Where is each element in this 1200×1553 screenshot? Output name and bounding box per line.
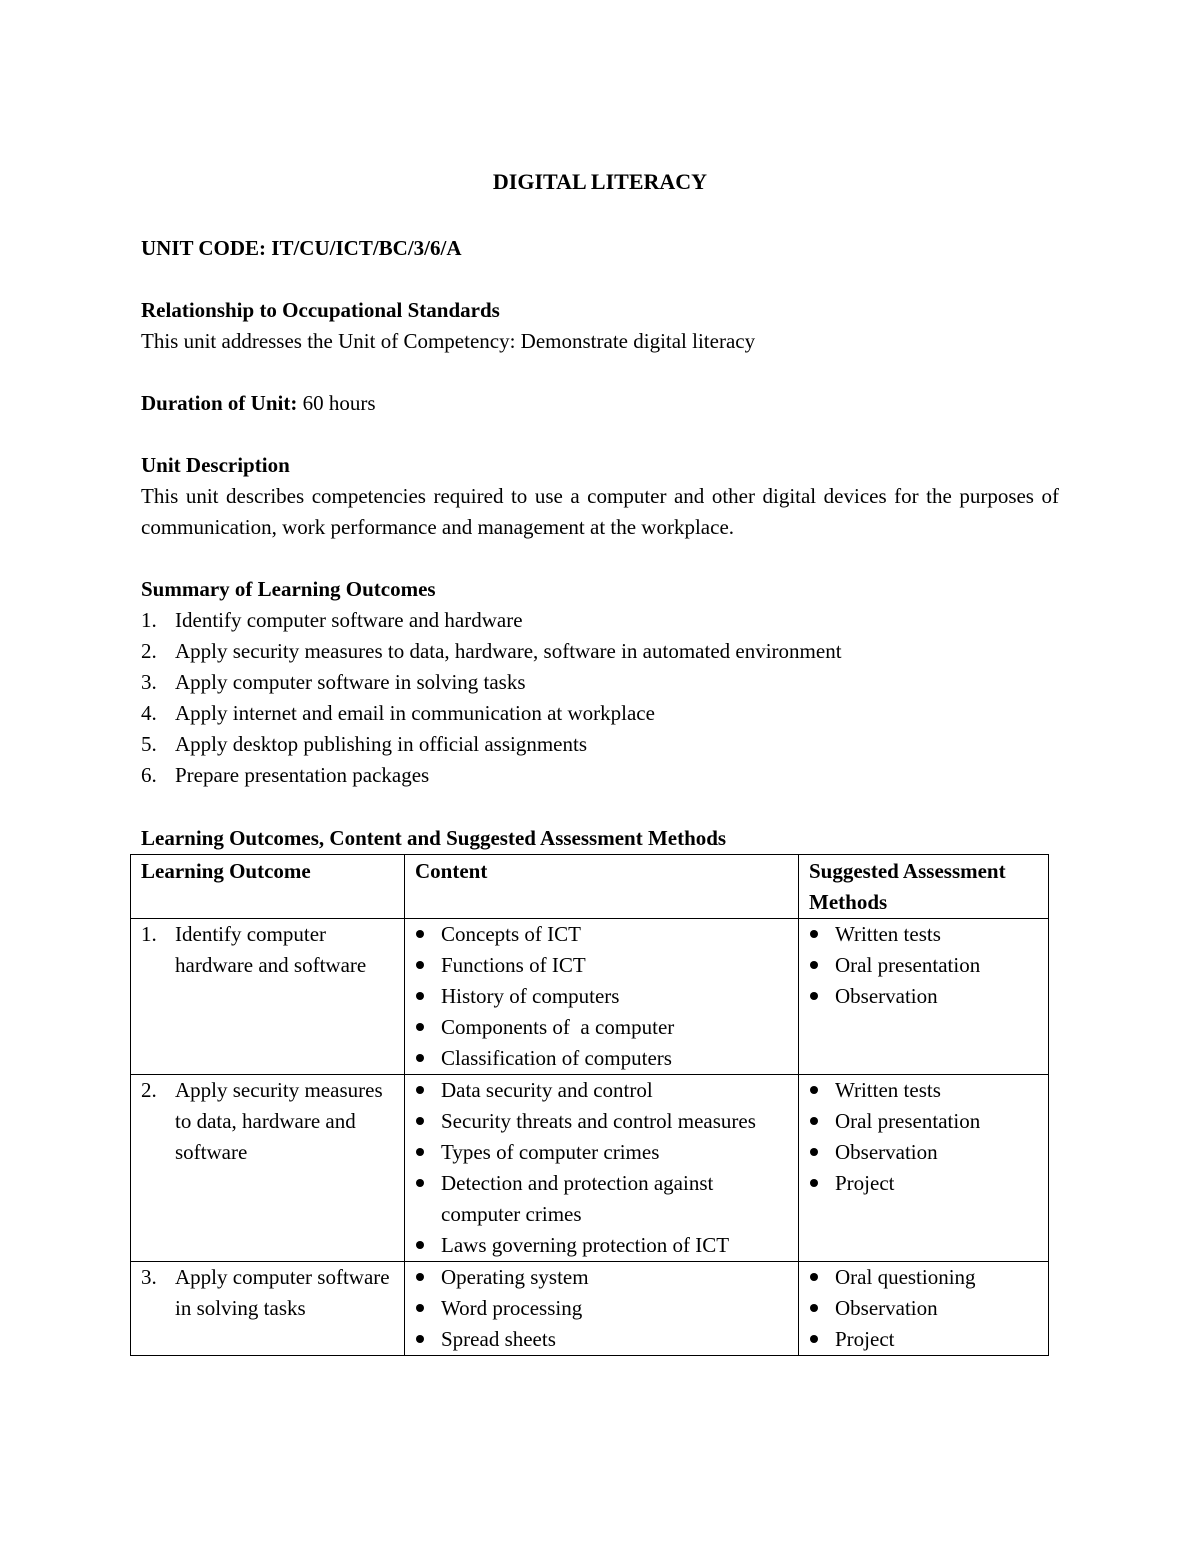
list-item [415, 950, 790, 981]
list-item [809, 1262, 1040, 1293]
list-number: 6. [141, 763, 157, 787]
list-item [141, 636, 1059, 667]
list-text: Apply security measures to data, hardware, software in automated environment [175, 639, 842, 663]
bullet-icon [416, 992, 424, 1000]
list-item [415, 919, 790, 950]
method-text: Written tests [835, 922, 941, 946]
bullet-icon [810, 1273, 818, 1281]
bullet-icon [810, 992, 818, 1000]
list-item [415, 1137, 790, 1168]
bullet-icon [810, 1117, 818, 1125]
outcome-text: Apply computer software in solving tasks [175, 1265, 390, 1320]
list-number: 1. [141, 608, 157, 632]
list-item [809, 1106, 1040, 1137]
method-text: Observation [835, 1140, 938, 1164]
outcome-number: 3. [141, 1265, 157, 1289]
bullet-icon [416, 1179, 424, 1187]
bullet-icon [810, 1086, 818, 1094]
content-text: History of computers [441, 984, 620, 1008]
content-text: Classification of computers [441, 1046, 672, 1070]
outcome-cell [131, 919, 405, 1075]
methods-cell [799, 1075, 1049, 1262]
summary-list [141, 605, 1059, 791]
outcome-text: Identify computer hardware and software [175, 922, 367, 977]
bullet-icon [810, 1179, 818, 1187]
list-item [809, 1168, 1040, 1199]
list-text: Apply desktop publishing in official assignments [175, 732, 588, 756]
method-text: Project [835, 1171, 895, 1195]
duration-line [141, 388, 1059, 419]
outcome-cell [131, 1075, 405, 1262]
method-text: Project [835, 1327, 895, 1351]
outcome-cell [131, 1262, 405, 1356]
table-heading: Learning Outcomes, Content and Suggested Assessment Methods [141, 826, 727, 850]
method-text: Oral presentation [835, 953, 981, 977]
list-item [809, 950, 1040, 981]
list-text: Apply computer software in solving tasks [175, 670, 526, 694]
content-cell [405, 1075, 799, 1262]
bullet-icon [416, 1335, 424, 1343]
column-header: Content [405, 855, 799, 919]
content-text: Functions of ICT [441, 953, 586, 977]
column-header: Suggested Assessment Methods [799, 855, 1049, 919]
list-item [809, 981, 1040, 1012]
list-item [141, 698, 1059, 729]
method-text: Oral presentation [835, 1109, 981, 1133]
list-number: 4. [141, 701, 157, 725]
column-header: Learning Outcome [131, 855, 405, 919]
list-number: 2. [141, 639, 157, 663]
method-text: Observation [835, 984, 938, 1008]
list-text: Identify computer software and hardware [175, 608, 523, 632]
list-item [809, 1137, 1040, 1168]
relationship-text: This unit addresses the Unit of Competency: Demonstrate digital literacy [141, 329, 756, 353]
list-item [415, 1043, 790, 1074]
list-item [141, 667, 1059, 698]
list-number: 5. [141, 732, 157, 756]
content-text: Data security and control [441, 1078, 653, 1102]
list-item [415, 981, 790, 1012]
unit-code: UNIT CODE: IT/CU/ICT/BC/3/6/A [141, 236, 462, 260]
bullet-icon [416, 1054, 424, 1062]
list-item [415, 1230, 790, 1261]
list-item [415, 1075, 790, 1106]
bullet-icon [810, 1304, 818, 1312]
duration-value: 60 hours [297, 391, 376, 415]
content-cell [405, 919, 799, 1075]
relationship-heading: Relationship to Occupational Standards [141, 298, 500, 322]
content-text: Security threats and control measures [441, 1109, 756, 1133]
content-text: Components of a computer [441, 1015, 675, 1039]
bullet-icon [416, 1023, 424, 1031]
bullet-icon [810, 1335, 818, 1343]
table-row [131, 1075, 1049, 1262]
bullet-icon [416, 1086, 424, 1094]
content-text: Types of computer crimes [441, 1140, 660, 1164]
content-text: Operating system [441, 1265, 589, 1289]
content-text: Spread sheets [441, 1327, 556, 1351]
list-text: Prepare presentation packages [175, 763, 430, 787]
content-text: Concepts of ICT [441, 922, 581, 946]
bullet-icon [416, 1273, 424, 1281]
bullet-icon [416, 1148, 424, 1156]
list-item [809, 1075, 1040, 1106]
list-item [809, 1293, 1040, 1324]
method-text: Oral questioning [835, 1265, 976, 1289]
list-item [415, 1012, 790, 1043]
methods-cell [799, 919, 1049, 1075]
list-number: 3. [141, 670, 157, 694]
bullet-icon [416, 930, 424, 938]
content-text: Detection and protection against computer crimes [441, 1171, 714, 1226]
list-item [141, 605, 1059, 636]
content-text: Word processing [441, 1296, 583, 1320]
list-item [809, 1324, 1040, 1355]
relationship-section [141, 295, 1059, 357]
list-item [415, 1293, 790, 1324]
outcome-number: 1. [141, 922, 157, 946]
table-row [131, 1262, 1049, 1356]
method-text: Written tests [835, 1078, 941, 1102]
bullet-icon [810, 1148, 818, 1156]
outcomes-table [130, 854, 1049, 1356]
list-item [141, 729, 1059, 760]
list-item [415, 1106, 790, 1137]
table-header-row [131, 855, 1049, 919]
bullet-icon [416, 1241, 424, 1249]
duration-label: Duration of Unit: [141, 391, 298, 415]
description-heading: Unit Description [141, 453, 290, 477]
list-text: Apply internet and email in communication at workplace [175, 701, 655, 725]
summary-section [141, 574, 1059, 791]
outcome-number: 2. [141, 1078, 157, 1102]
bullet-icon [810, 930, 818, 938]
bullet-icon [416, 1304, 424, 1312]
document-title: DIGITAL LITERACY [492, 169, 708, 194]
method-text: Observation [835, 1296, 938, 1320]
list-item [809, 919, 1040, 950]
content-text: Laws governing protection of ICT [441, 1233, 730, 1257]
list-item [141, 760, 1059, 791]
summary-heading: Summary of Learning Outcomes [141, 577, 436, 601]
content-cell [405, 1262, 799, 1356]
bullet-icon [416, 1117, 424, 1125]
bullet-icon [810, 961, 818, 969]
methods-cell [799, 1262, 1049, 1356]
description-text: This unit describes competencies required to use a computer and other digital devices for the purposes of communication, work performance and management at the workplace. [141, 484, 1059, 539]
description-section [141, 450, 1059, 543]
table-row [131, 919, 1049, 1075]
bullet-icon [416, 961, 424, 969]
list-item [415, 1324, 790, 1355]
list-item [415, 1262, 790, 1293]
outcome-text: Apply security measures to data, hardware and software [175, 1078, 383, 1164]
list-item [415, 1168, 790, 1230]
